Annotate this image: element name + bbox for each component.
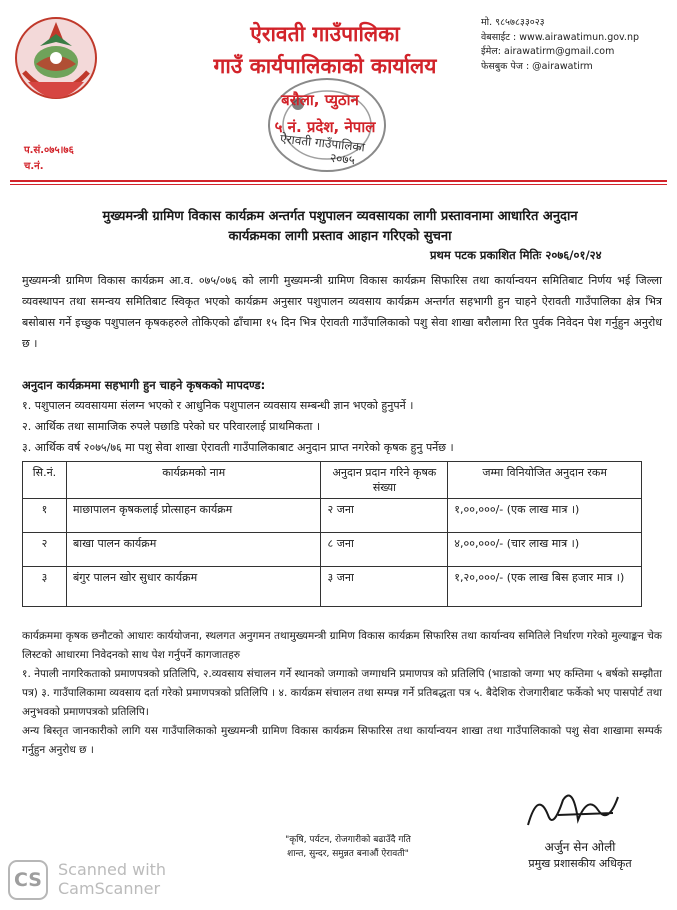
municipality-name: ऐरावती गाउँपालिका [250, 22, 400, 46]
notice-title-line1: मुख्यमन्त्री ग्रामिण विकास कार्यक्रम अन्तर्गत पशुपालन व्यवसायका लागी प्रस्तावनामा आधारित अनुदान [102, 209, 578, 224]
office-name: गाउँ कार्यपालिकाको कार्यालय [213, 54, 437, 78]
table-cell: ३ जना [321, 567, 448, 607]
stamp-year: २०७५ [329, 150, 356, 168]
signature-icon [518, 785, 638, 835]
table-cell: ४,००,०००/- (चार लाख मात्र ।) [448, 533, 642, 567]
nepal-emblem-icon [10, 12, 102, 110]
camscanner-text [58, 860, 166, 898]
notice-paragraph: मुख्यमन्त्री ग्रामिण विकास कार्यक्रम आ.व. ०७५/०७६ को लागी मुख्यमन्त्री ग्रामिण विकास कार्यक्रम सिफारिस तथा कार्यान्वयन समितिबाट निर्णय भई जिल्ला व्यवस्थापन तथा समन्वय समितिबाट स्विकृत भएको कार्यक्रम अनुसार पशुपालन व्यवसाय कार्यक्रम अन्तर्गत सहभागी हुन चाहने ऐरावती गाउँपालिका क्षेत्र भित्र बसोबास गर्ने इच्छुक पशुपालन कृषकहरुले तोकिएको ढाँचामा १५ दिन भित्र ऐरावती गाउँपालिकाको पशु सेवा शाखा बरौलामा रित पुर्वक निवेदन पेश गर्नुहुन अनुरोध छ । [22, 274, 662, 350]
reference-block [24, 143, 74, 175]
dispatch-number: च.नं. [24, 161, 44, 172]
table-row [23, 533, 642, 567]
email-link[interactable]: ईमेल: airawatirm@gmail.com [481, 46, 615, 57]
header-divider-thin [10, 184, 667, 185]
column-header: जम्मा विनियोजित अनुदान रकम [448, 462, 642, 499]
header-divider [10, 180, 667, 182]
reference-number: प.सं.०७५।७६ [24, 145, 74, 156]
notes-block [22, 627, 662, 760]
camscanner-watermark [8, 858, 178, 902]
table-cell: २ जना [321, 499, 448, 533]
table-cell: २ [23, 533, 67, 567]
publish-date: प्रथम पटक प्रकाशित मितिः २०७६/०१/२४ [430, 248, 602, 262]
criteria-heading: अनुदान कार्यक्रममा सहभागी हुन चाहने कृषकको मापदण्ड: [22, 378, 266, 392]
table-cell: बंगुर पालन खोर सुधार कार्यक्रम [66, 567, 321, 607]
phone-number: मो. ९८५७८३३०२३ [481, 17, 545, 28]
notice-title [20, 207, 660, 247]
table-cell: ८ जना [321, 533, 448, 567]
contact-info [481, 16, 639, 74]
column-header: कार्यक्रमको नाम [66, 462, 321, 499]
office-address: बरौला, प्युठान [281, 91, 359, 109]
grant-table [22, 461, 642, 607]
website-link[interactable]: वेबसाईट : www.airawatimun.gov.np [481, 31, 639, 43]
camscanner-logo-icon: CS [8, 860, 48, 900]
camscanner-line2: CamScanner [58, 879, 161, 898]
column-header: अनुदान प्रदान गरिने कृषक संख्या [321, 462, 448, 499]
notice-title-line2: कार्यक्रमका लागी प्रस्ताव आहान गरिएको सुचना [228, 229, 452, 244]
criteria-item: २. आर्थिक तथा सामाजिक रुपले पछाडि परेको घर परिवारलाई प्राथमिकता । [22, 420, 321, 433]
province-name: ५ नं. प्रदेश, नेपाल [274, 118, 376, 136]
camscanner-line1: Scanned with [58, 860, 167, 879]
table-cell: १ [23, 499, 67, 533]
table-row [23, 499, 642, 533]
table-cell: बाखा पालन कार्यक्रम [66, 533, 321, 567]
motto-line2: शान्त, सुन्दर, समुन्नत बनाऔं ऐरावती" [287, 849, 409, 859]
contact-request-text: अन्य बिस्तृत जानकारीको लागि यस गाउँपालिकाको मुख्यमन्त्री ग्रामिण विकास कार्यक्रम सिफारिस तथा कार्यान्वयन शाखा तथा गाउँपालिकाको पशु सेवा शाखामा सम्पर्क गर्नुहुन अनुरोध छ । [22, 725, 662, 756]
column-header: सि.नं. [23, 462, 67, 499]
criteria-item: ३. आर्थिक वर्ष २०७५/७६ मा पशु सेवा शाखा ऐरावती गाउँपालिकाबाट अनुदान प्राप्त नगरेको कृषक हुनु पर्नेछ । [22, 441, 454, 454]
required-documents-text: १. नेपाली नागरिकताको प्रमाणपत्रको प्रतिलिपि, २.व्यवसाय संचालन गर्ने स्थानको जग्गाको जग्गाधनि प्रमाणपत्र को प्रतिलिपि (भाडाको जग्गा भए कम्तिमा ५ बर्षको सम्झौता पत्र) ३. गाउँपालिकामा व्यवसाय दर्ता गरेको प्रमाणपत्रको प्रतिलिपि । ४. कार्यक्रम संचालन तथा सम्पन्न गर्ने प्रतिबद्धता पत्र ५. बैदेशिक रोजगारीबाट फर्केको भए पासपोर्ट तथा अनुभवको प्रमाणपत्रको प्रतिलिपि। [22, 668, 662, 718]
table-cell: ३ [23, 567, 67, 607]
selection-basis-text: कार्यक्रममा कृषक छनौटको आधारः कार्ययोजना, स्थलगत अनुगमन तथामुख्यमन्त्री ग्रामिण विकास कार्यक्रम सिफारिस तथा कार्यान्वय समितिले निर्धारण गरेको मुल्याङ्कन चेक लिस्टको आधारमा निवेदनको साथ पेश गर्नुपर्ने कागजातहरु [22, 630, 662, 661]
facebook-page[interactable]: फेसबुक पेज : @airawatirm [481, 60, 593, 72]
stamp-text: ऐरावती गाउँपालिका [279, 131, 366, 155]
table-header-row [23, 462, 642, 499]
signer-title: प्रमुख प्रशासकीय अधिकृत [528, 857, 632, 870]
motto-line1: "कृषि, पर्यटन, रोजगारीको बढाउँदै गति [285, 835, 411, 845]
table-cell: १,००,०००/- (एक लाख मात्र ।) [448, 499, 642, 533]
criteria-item: १. पशुपालन व्यवसायमा संलग्न भएको र आधुनिक पशुपालन व्यवसाय सम्बन्धी ज्ञान भएको हुनुपर्ने । [22, 399, 414, 412]
table-row [23, 567, 642, 607]
motto [248, 833, 448, 861]
table-cell: माछापालन कृषकलाई प्रोत्साहन कार्यक्रम [66, 499, 321, 533]
table-cell: १,२०,०००/- (एक लाख बिस हजार मात्र ।) [448, 567, 642, 607]
signer-name: अर्जुन सेन ओली [544, 840, 616, 854]
